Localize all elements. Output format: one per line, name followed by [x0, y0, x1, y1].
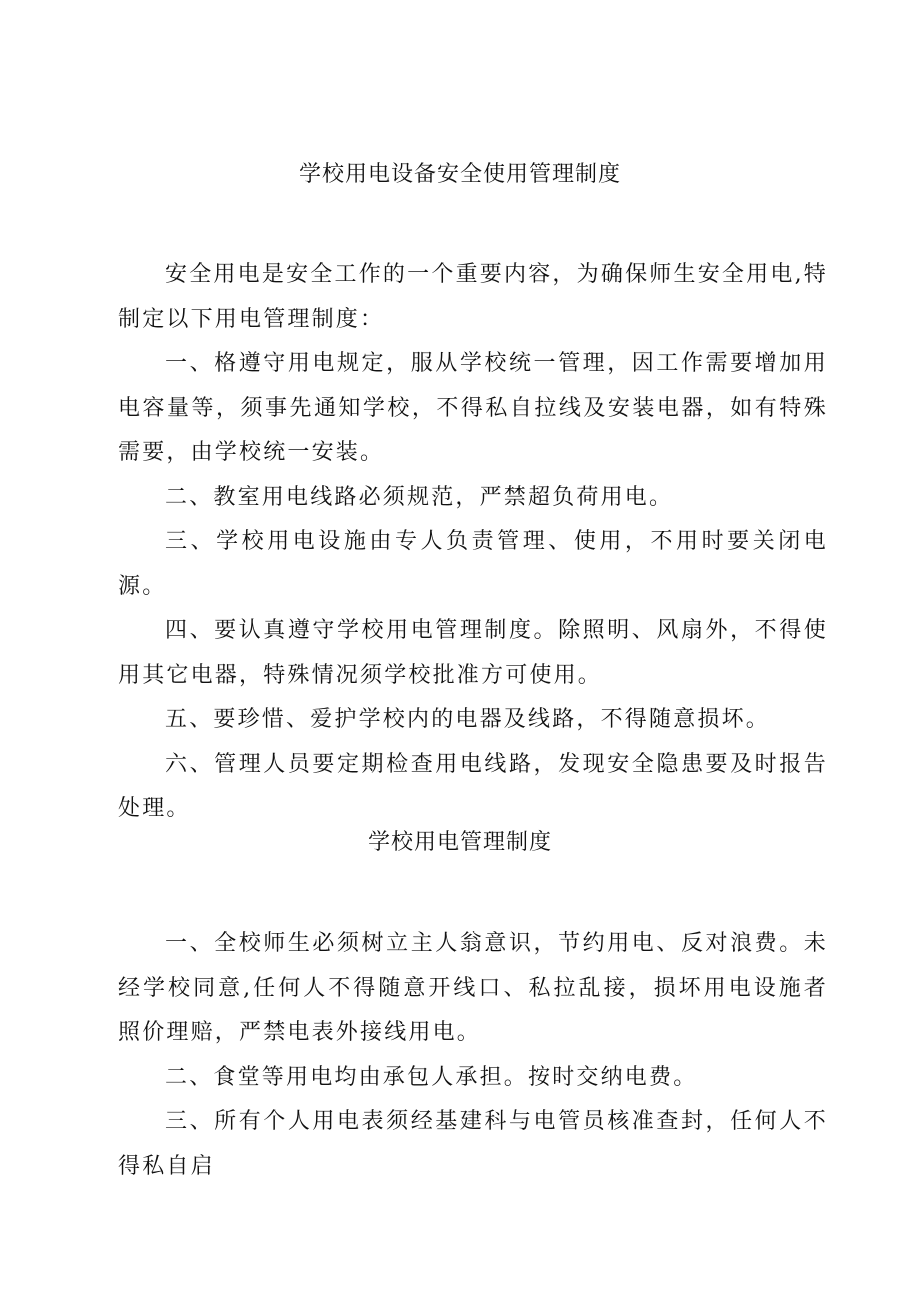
section-1-title: 学校用电设备安全使用管理制度	[298, 162, 621, 187]
section-1-paragraph-item-2: 二、教室用电线路必须规范，严禁超负荷用电。	[165, 484, 674, 510]
section-2-body	[118, 922, 828, 1189]
section-1-body	[118, 253, 828, 832]
section-2-title: 学校用电管理制度	[367, 830, 552, 855]
section-1-paragraph-item-6: 六、管理人员要定期检查用电线路，发现安全隐患要及时报告处理。	[118, 751, 828, 821]
section-2-paragraph-item-3: 三、所有个人用电表须经基建科与电管员核准查封，任何人不得私自启	[118, 1109, 828, 1179]
section-1-paragraph-intro: 安全用电是安全工作的一个重要内容，为确保师生安全用电,特制定以下用电管理制度：	[118, 262, 828, 332]
section-1-paragraph-item-3: 三、学校用电设施由专人负责管理、使用，不用时要关闭电源。	[118, 529, 828, 599]
section-1-paragraph-item-5: 五、要珍惜、爱护学校内的电器及线路，不得随意损坏。	[165, 707, 771, 732]
section-2-paragraph-item-2: 二、食堂等用电均由承包人承担。按时交纳电费。	[165, 1064, 698, 1090]
section-1-paragraph-item-4: 四、要认真遵守学校用电管理制度。除照明、风扇外，不得使用其它电器，特殊情况须学校批准方可使用。	[118, 618, 828, 688]
section-1-paragraph-item-1: 一、格遵守用电规定，服从学校统一管理，因工作需要增加用电容量等，须事先通知学校，不得私自拉线及安装电器，如有特殊需要，由学校统一安装。	[118, 351, 828, 465]
section-2-paragraph-item-1: 一、全校师生必须树立主人翁意识，节约用电、反对浪费。未经学校同意,任何人不得随意开线口、私拉乱接，损坏用电设施者照价理赔，严禁电表外接线用电。	[118, 931, 828, 1045]
